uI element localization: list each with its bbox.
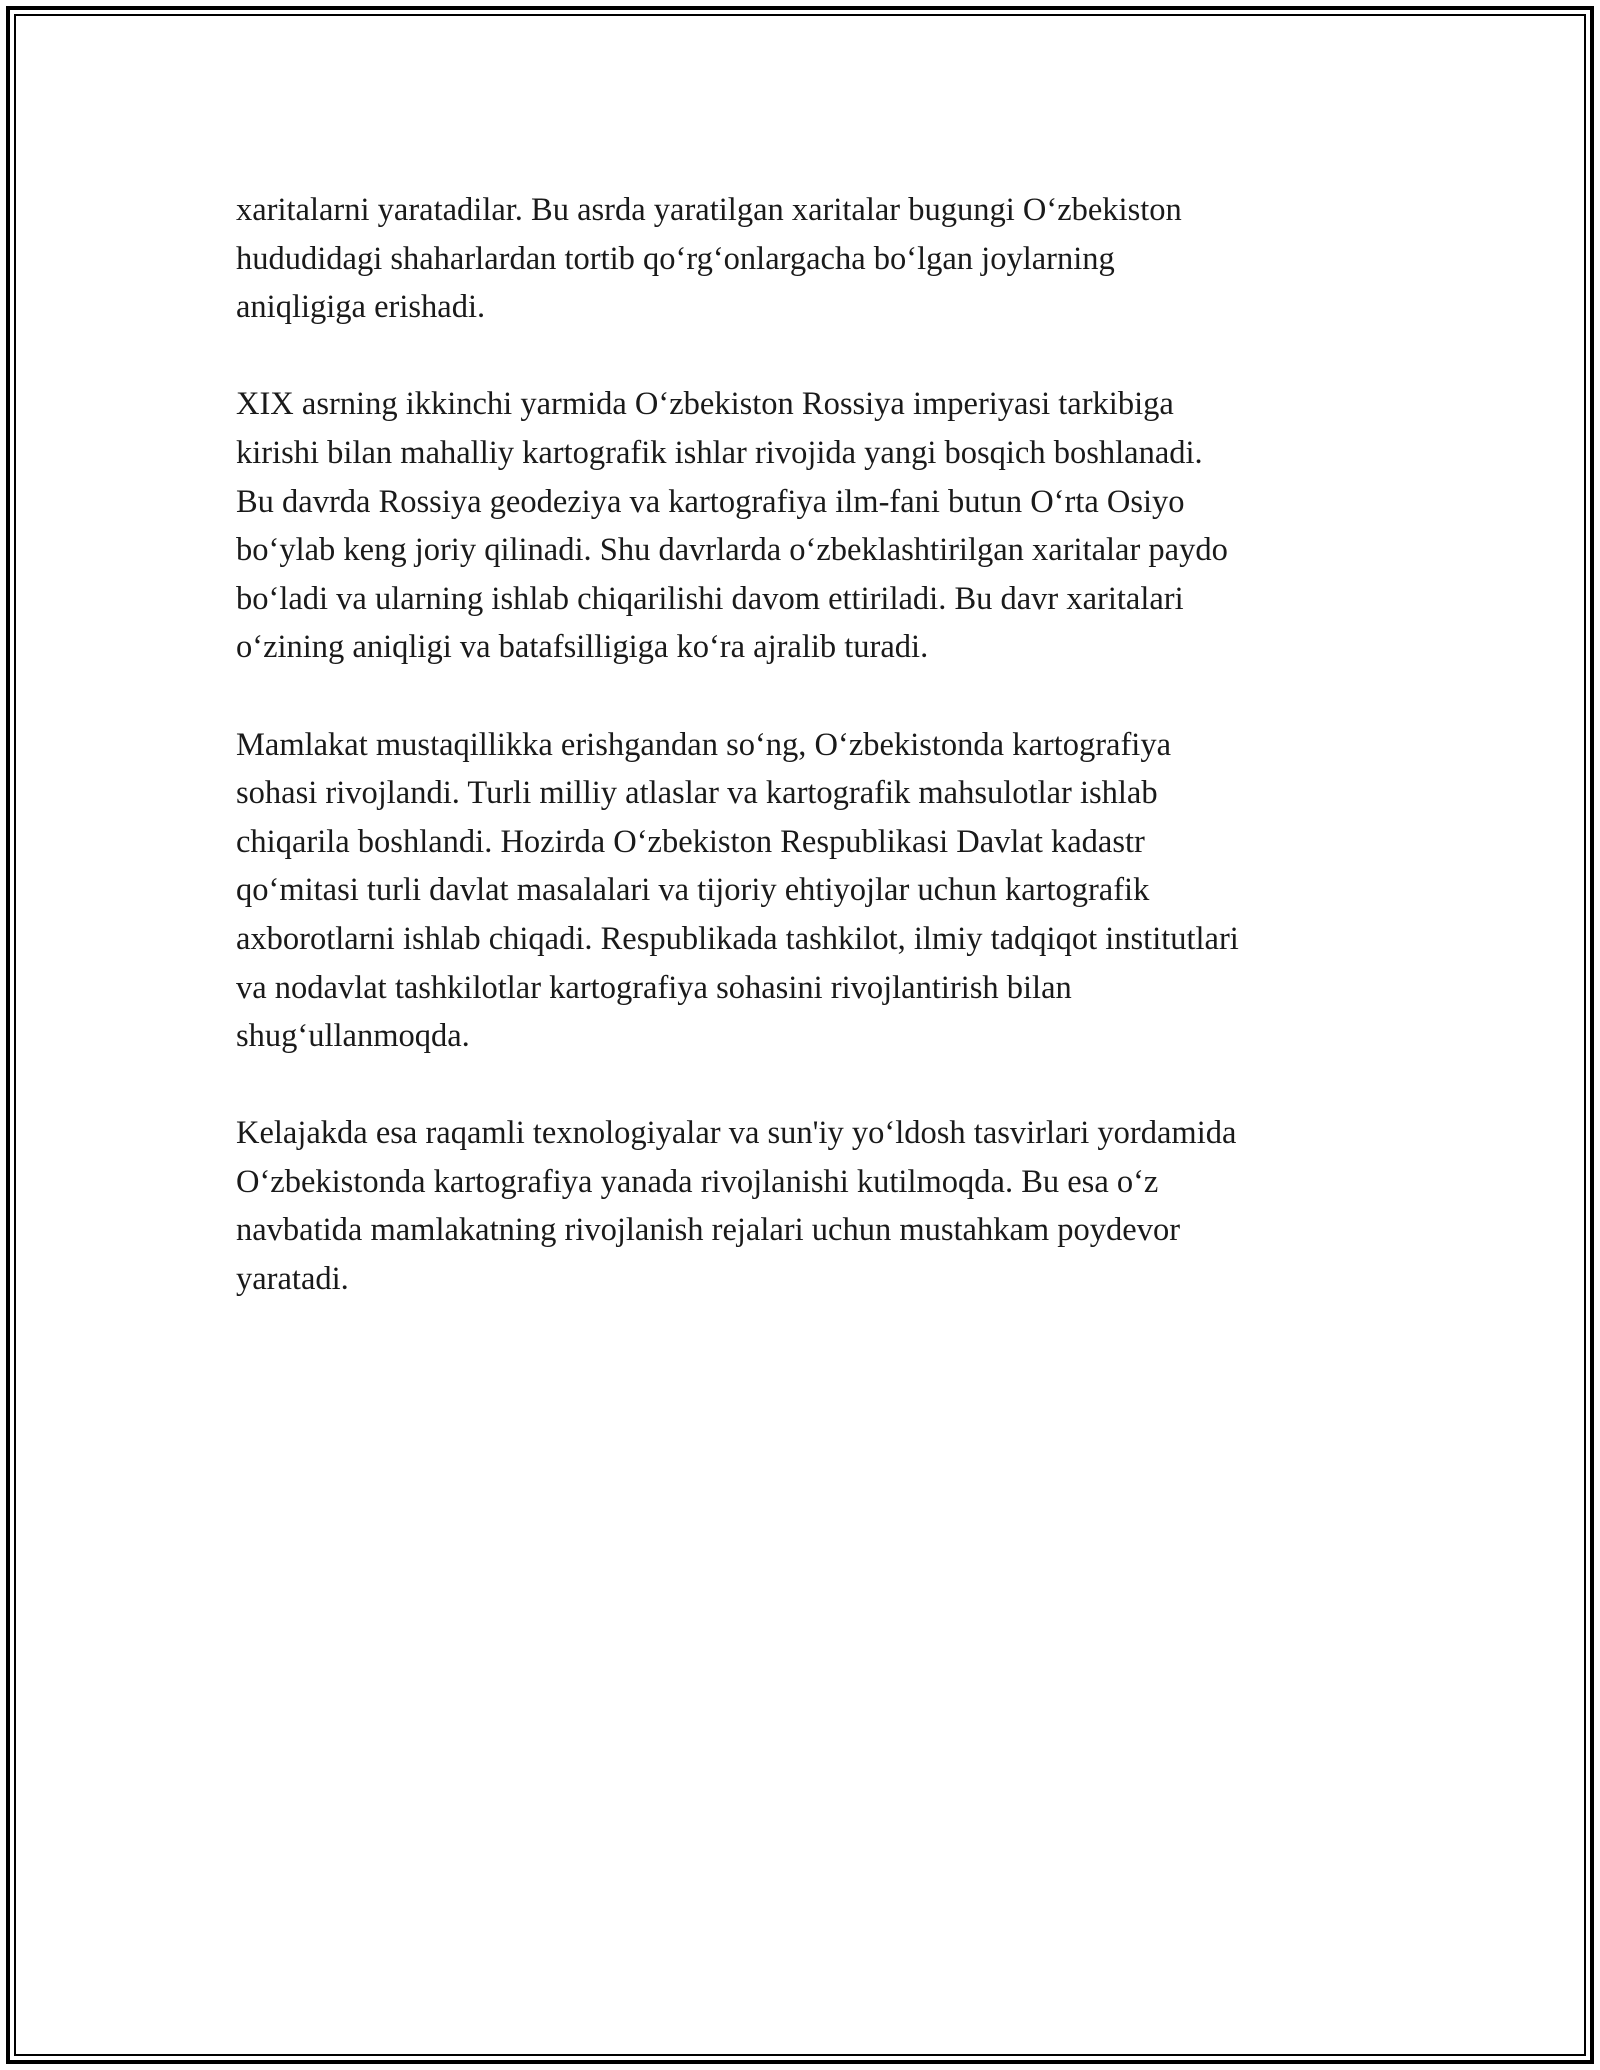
text-line: yaratadi.: [236, 1261, 349, 1298]
text-line: qo‘mitasi turli davlat masalalari va tijoriy ehtiyojlar uchun kartografik: [236, 872, 1150, 909]
paragraph-3: [236, 721, 1386, 1061]
text-line: bo‘ylab keng joriy qilinadi. Shu davrlarda o‘zbeklashtirilgan xaritalar paydo: [236, 532, 1228, 569]
paragraph-4: [236, 1109, 1386, 1303]
paragraph-1: [236, 186, 1386, 332]
text-line: O‘zbekistonda kartografiya yanada rivojlanishi kutilmoqda. Bu esa o‘z: [236, 1163, 1159, 1200]
text-line: XIX asrning ikkinchi yarmida O‘zbekiston Rossiya imperiyasi tarkibiga: [236, 386, 1174, 423]
text-line: chiqarila boshlandi. Hozirda O‘zbekiston Respublikasi Davlat kadastr: [236, 823, 1145, 860]
text-line: hududidagi shaharlardan tortib qo‘rg‘onlargacha bo‘lgan joylarning: [236, 240, 1115, 277]
text-line: Kelajakda esa raqamli texnologiyalar va sun'iy yo‘ldosh tasvirlari yordamida: [236, 1115, 1237, 1152]
text-line: xaritalarni yaratadilar. Bu asrda yaratilgan xaritalar bugungi O‘zbekiston: [236, 192, 1182, 228]
text-line: shug‘ullanmoqda.: [236, 1018, 470, 1055]
text-line: va nodavlat tashkilotlar kartografiya sohasini rivojlantirish bilan: [236, 969, 1072, 1006]
text-line: navbatida mamlakatning rivojlanish rejalari uchun mustahkam poydevor: [236, 1212, 1181, 1249]
paragraph-2: [236, 380, 1386, 672]
text-line: kirishi bilan mahalliy kartografik ishlar rivojida yangi bosqich boshlanadi.: [236, 434, 1203, 471]
text-line: bo‘ladi va ularning ishlab chiqarilishi davom ettiriladi. Bu davr xaritalari: [236, 580, 1184, 617]
text-line: aniqligiga erishadi.: [236, 289, 486, 326]
text-line: axborotlarni ishlab chiqadi. Respublikada tashkilot, ilmiy tadqiqot institutlari: [236, 920, 1239, 957]
document-body: [236, 186, 1386, 1352]
text-line: Mamlakat mustaqillikka erishgandan so‘ng, O‘zbekistonda kartografiya: [236, 726, 1172, 763]
text-line: o‘zining aniqligi va batafsilligiga ko‘ra ajralib turadi.: [236, 629, 929, 666]
text-line: Bu davrda Rossiya geodeziya va kartografiya ilm-fani butun O‘rta Osiyo: [236, 483, 1185, 520]
text-line: sohasi rivojlandi. Turli milliy atlaslar va kartografik mahsulotlar ishlab: [236, 775, 1158, 812]
